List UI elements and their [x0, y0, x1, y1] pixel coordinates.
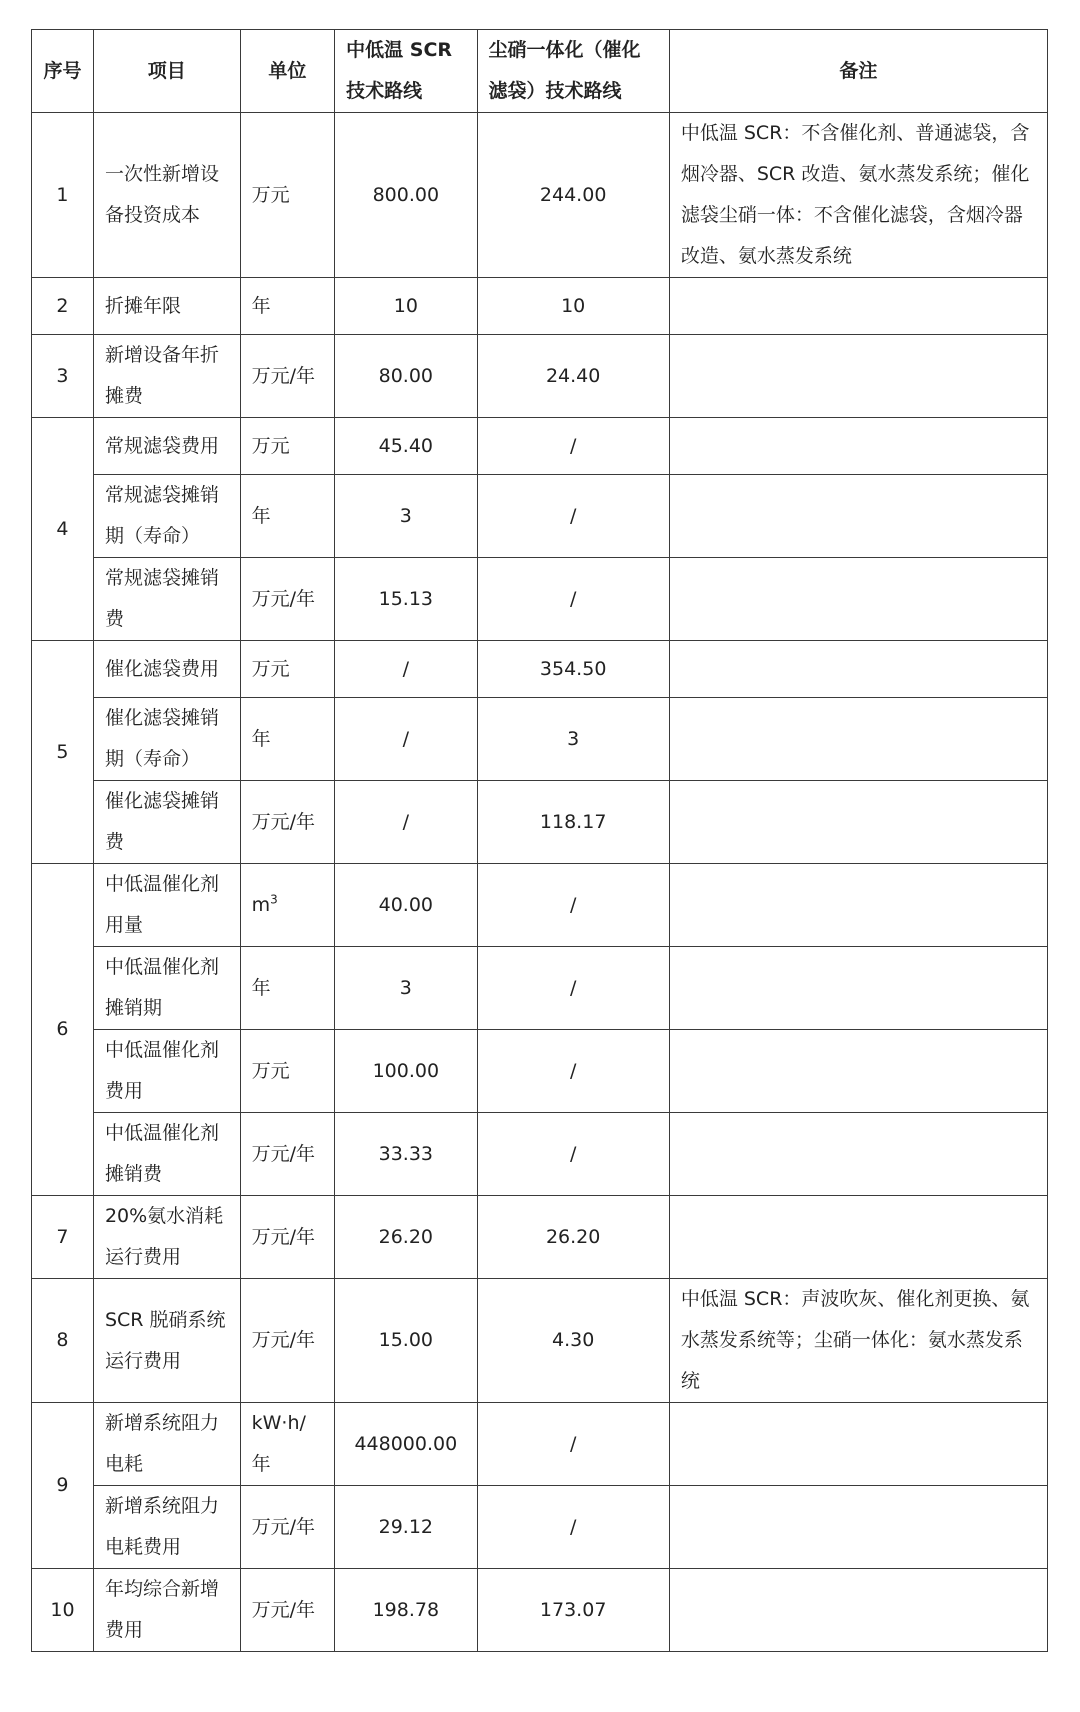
row-remark [669, 698, 1047, 781]
row-item: 催化滤袋摊销费 [93, 781, 240, 864]
row-item: SCR 脱硝系统运行费用 [93, 1279, 240, 1403]
row-remark [669, 864, 1047, 947]
row-unit: 年 [240, 698, 335, 781]
row-unit: 万元 [240, 418, 335, 475]
row-item: 催化滤袋费用 [93, 641, 240, 698]
row-item: 中低温催化剂摊销费 [93, 1113, 240, 1196]
row-unit: 万元 [240, 1030, 335, 1113]
row-value-integrated: / [477, 1113, 669, 1196]
table-row [32, 278, 1048, 335]
table-row [32, 864, 1048, 947]
row-number: 10 [32, 1569, 94, 1652]
row-unit: 万元/年 [240, 335, 335, 418]
row-number: 9 [32, 1403, 94, 1569]
table-row [32, 781, 1048, 864]
row-remark [669, 781, 1047, 864]
table-row [32, 947, 1048, 1030]
row-remark [669, 1196, 1047, 1279]
row-value-integrated: 244.00 [477, 113, 669, 278]
row-unit: 万元 [240, 641, 335, 698]
header-seq: 序号 [32, 30, 94, 113]
row-value-integrated: 26.20 [477, 1196, 669, 1279]
row-unit: 年 [240, 475, 335, 558]
table-row [32, 1030, 1048, 1113]
row-number: 7 [32, 1196, 94, 1279]
table-row [32, 1113, 1048, 1196]
row-value-scr: 3 [335, 475, 477, 558]
row-value-integrated: 24.40 [477, 335, 669, 418]
row-unit: 万元 [240, 113, 335, 278]
row-value-scr: 33.33 [335, 1113, 477, 1196]
row-item: 新增系统阻力电耗 [93, 1403, 240, 1486]
table-row [32, 418, 1048, 475]
row-value-scr: / [335, 781, 477, 864]
row-value-integrated: 10 [477, 278, 669, 335]
row-item: 中低温催化剂费用 [93, 1030, 240, 1113]
row-item: 新增设备年折摊费 [93, 335, 240, 418]
row-value-integrated: / [477, 864, 669, 947]
row-number: 6 [32, 864, 94, 1196]
cost-comparison-table [31, 29, 1048, 1652]
row-value-integrated: / [477, 1403, 669, 1486]
table-header-row [32, 30, 1048, 113]
row-unit [240, 864, 335, 947]
row-item: 折摊年限 [93, 278, 240, 335]
table-row [32, 335, 1048, 418]
row-remark [669, 558, 1047, 641]
row-item: 常规滤袋摊销期（寿命） [93, 475, 240, 558]
row-value-scr: 10 [335, 278, 477, 335]
row-remark [669, 641, 1047, 698]
row-unit: 万元/年 [240, 558, 335, 641]
row-unit: kW·h/年 [240, 1403, 335, 1486]
row-remark: 中低温 SCR：不含催化剂、普通滤袋，含烟冷器、SCR 改造、氨水蒸发系统；催化滤袋尘硝一体：不含催化滤袋，含烟冷器改造、氨水蒸发系统 [669, 113, 1047, 278]
table-row [32, 475, 1048, 558]
row-value-scr: 448000.00 [335, 1403, 477, 1486]
row-value-integrated: 173.07 [477, 1569, 669, 1652]
row-unit: 万元/年 [240, 781, 335, 864]
row-value-scr: 100.00 [335, 1030, 477, 1113]
row-item: 年均综合新增费用 [93, 1569, 240, 1652]
row-value-scr: 29.12 [335, 1486, 477, 1569]
row-item: 一次性新增设备投资成本 [93, 113, 240, 278]
header-route-integrated: 尘硝一体化（催化滤袋）技术路线 [477, 30, 669, 113]
row-unit: 万元/年 [240, 1113, 335, 1196]
row-unit: 万元/年 [240, 1486, 335, 1569]
table-row [32, 1196, 1048, 1279]
table-row [32, 1569, 1048, 1652]
unit-superscript: 3 [270, 892, 278, 907]
row-number: 2 [32, 278, 94, 335]
row-value-scr: 15.00 [335, 1279, 477, 1403]
table-row [32, 641, 1048, 698]
row-value-integrated: 4.30 [477, 1279, 669, 1403]
header-route-scr: 中低温 SCR 技术路线 [335, 30, 477, 113]
row-value-integrated: / [477, 1030, 669, 1113]
row-value-scr: 3 [335, 947, 477, 1030]
row-unit: 万元/年 [240, 1279, 335, 1403]
row-item: 催化滤袋摊销期（寿命） [93, 698, 240, 781]
row-value-integrated: / [477, 475, 669, 558]
row-remark [669, 1113, 1047, 1196]
row-value-scr: 45.40 [335, 418, 477, 475]
table-row [32, 113, 1048, 278]
row-value-integrated: 118.17 [477, 781, 669, 864]
row-remark: 中低温 SCR：声波吹灰、催化剂更换、氨水蒸发系统等；尘硝一体化：氨水蒸发系统 [669, 1279, 1047, 1403]
table-row [32, 1403, 1048, 1486]
row-remark [669, 947, 1047, 1030]
row-unit: 年 [240, 278, 335, 335]
row-remark [669, 278, 1047, 335]
row-value-scr: 40.00 [335, 864, 477, 947]
row-remark [669, 475, 1047, 558]
table-row [32, 1279, 1048, 1403]
row-item: 新增系统阻力电耗费用 [93, 1486, 240, 1569]
row-remark [669, 1030, 1047, 1113]
row-value-scr: 198.78 [335, 1569, 477, 1652]
row-item: 中低温催化剂用量 [93, 864, 240, 947]
row-value-scr: / [335, 641, 477, 698]
row-value-integrated: 3 [477, 698, 669, 781]
row-value-integrated: / [477, 947, 669, 1030]
row-item: 中低温催化剂摊销期 [93, 947, 240, 1030]
row-value-integrated: / [477, 1486, 669, 1569]
row-remark [669, 1569, 1047, 1652]
unit-base: m [251, 893, 271, 916]
row-number: 8 [32, 1279, 94, 1403]
row-remark [669, 1403, 1047, 1486]
table-row [32, 1486, 1048, 1569]
row-value-scr: 26.20 [335, 1196, 477, 1279]
table-row [32, 558, 1048, 641]
row-unit: 万元/年 [240, 1569, 335, 1652]
row-item: 20%氨水消耗运行费用 [93, 1196, 240, 1279]
header-item: 项目 [93, 30, 240, 113]
cost-comparison-table-container [31, 29, 1048, 1652]
header-remark: 备注 [669, 30, 1047, 113]
row-value-integrated: / [477, 558, 669, 641]
row-value-integrated: / [477, 418, 669, 475]
row-value-integrated: 354.50 [477, 641, 669, 698]
row-unit: 年 [240, 947, 335, 1030]
row-value-scr: 80.00 [335, 335, 477, 418]
header-unit: 单位 [240, 30, 335, 113]
row-item: 常规滤袋费用 [93, 418, 240, 475]
row-value-scr: 800.00 [335, 113, 477, 278]
row-remark [669, 418, 1047, 475]
row-number: 4 [32, 418, 94, 641]
row-remark [669, 335, 1047, 418]
table-row [32, 698, 1048, 781]
row-number: 3 [32, 335, 94, 418]
row-number: 1 [32, 113, 94, 278]
row-item: 常规滤袋摊销费 [93, 558, 240, 641]
row-number: 5 [32, 641, 94, 864]
row-remark [669, 1486, 1047, 1569]
row-value-scr: 15.13 [335, 558, 477, 641]
row-unit: 万元/年 [240, 1196, 335, 1279]
row-value-scr: / [335, 698, 477, 781]
